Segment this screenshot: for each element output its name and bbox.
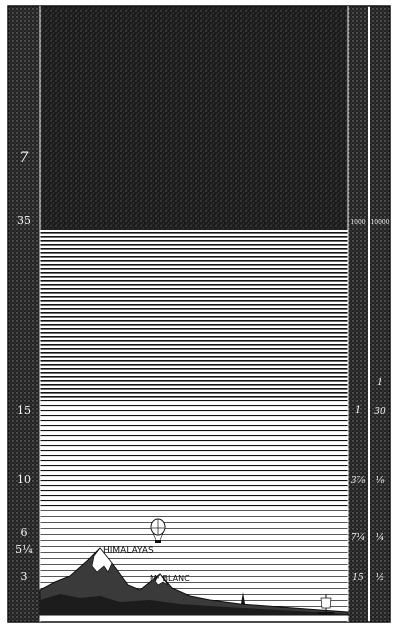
left-scale-label-10: 10 [17, 473, 31, 486]
left-scale-label-15: 15 [17, 404, 31, 417]
left-scale-label-5-quarter: 5¼ [15, 543, 33, 556]
right-scale-1-label-3-7-8: 3⅞ [350, 476, 366, 486]
ruled-sky-upper [40, 230, 348, 400]
right-scale-2-header: 10000 [370, 219, 390, 226]
ruled-sky-middle [40, 400, 348, 510]
right-scale-2-label-30: 30 [374, 407, 386, 417]
label-himalayas: HIMALAYAS [103, 546, 154, 556]
right-scale-1-label-1: 1 [354, 405, 362, 416]
right-scale-1-label-7-quarter: 7¼ [350, 533, 366, 543]
left-scale-label-6: 6 [20, 526, 28, 539]
outer-atmosphere [40, 6, 348, 230]
right-scale-2-label-1: 1 [377, 378, 383, 388]
right-scale-2-label-1-2: ½ [375, 573, 385, 583]
right-scale-2-label-1-4: ¼ [375, 533, 385, 543]
right-scale-2-label-1-8: ⅛ [375, 476, 385, 486]
left-scale-label-3: 3 [20, 570, 28, 583]
right-scale-band-2 [370, 6, 390, 622]
right-scale-1-header: 1000 [350, 219, 366, 226]
left-scale-label-35: 35 [17, 214, 31, 227]
left-scale-label-7: 7 [19, 150, 29, 166]
label-mont-blanc: Mᵀ BLANC [150, 574, 190, 583]
right-scale-band-1 [348, 6, 368, 622]
right-scale-1-label-15: 15 [352, 573, 364, 583]
